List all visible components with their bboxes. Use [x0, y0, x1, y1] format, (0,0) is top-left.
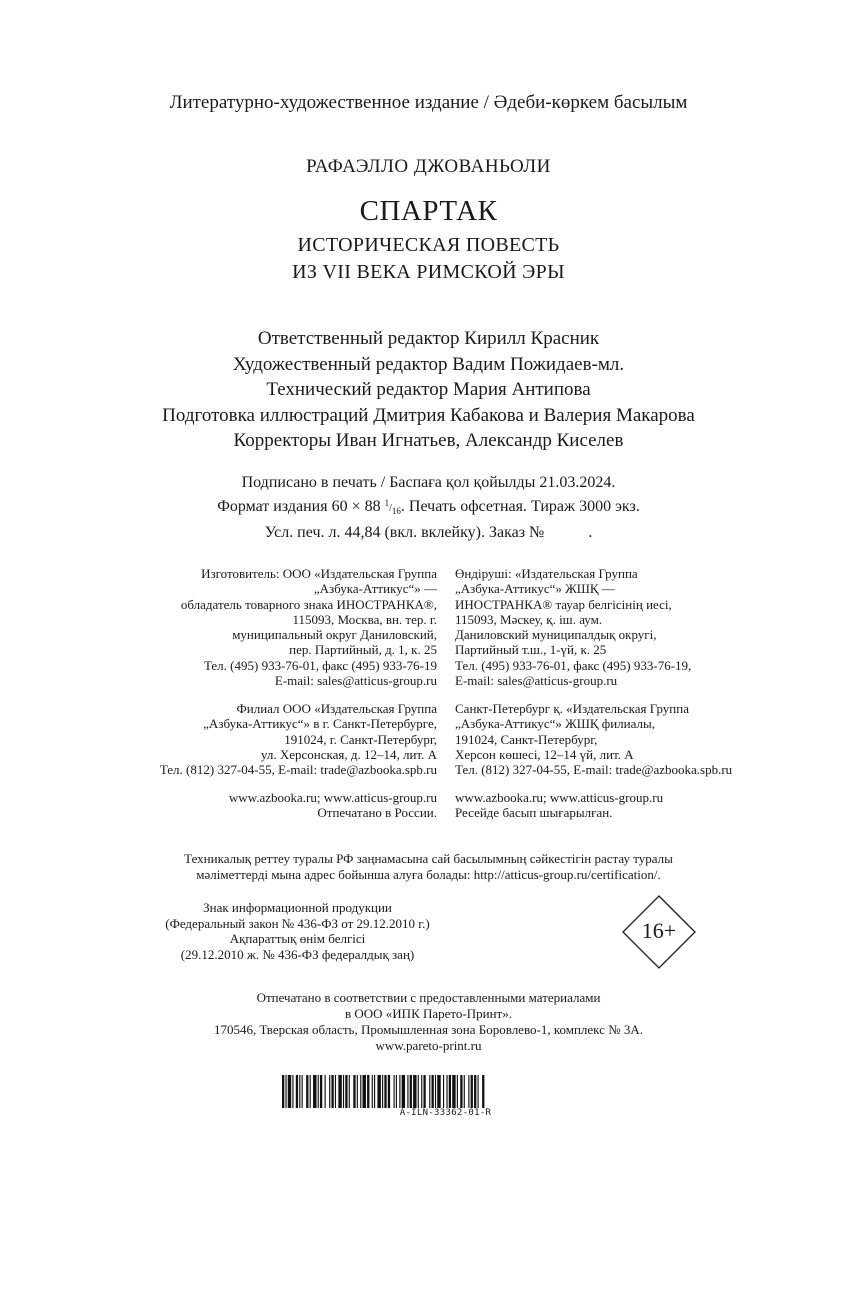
barcode-bar: [329, 1075, 330, 1108]
branch-ru-line: Филиал ООО «Издательская Группа: [236, 701, 437, 716]
printer-line: в ООО «ИПК Парето-Принт».: [344, 1006, 512, 1021]
barcode-bar: [482, 1075, 484, 1108]
info-sign-line: (29.12.2010 ж. № 436-ФЗ федералдық заң): [180, 946, 415, 962]
format-prefix: Формат издания 60 × 88: [217, 498, 381, 515]
manufacturer-kz-line: Партийный т.ш., 1-үй, к. 25: [455, 642, 607, 658]
manufacturer-kz-line: Өндіруші: «Издательская Группа: [455, 566, 638, 581]
edition-type: Литературно-художественное издание / Әдеби-көркем басылым: [169, 92, 688, 113]
barcode-bar: [288, 1075, 291, 1108]
barcode-bar: [335, 1075, 336, 1108]
manufacturer-ru-line: 115093, Москва, вн. тер. г.: [292, 611, 437, 627]
manufacturer-ru-line: пер. Партийный, д. 1, к. 25: [289, 642, 437, 658]
barcode-bar: [320, 1075, 322, 1108]
barcode-bar: [410, 1075, 412, 1108]
manufacturer-kz-line: Даниловский муниципалдық округі,: [455, 627, 657, 643]
regulation-note: [0, 851, 857, 883]
branch-ru-line: Тел. (812) 327-04-55, E-mail: trade@azbooka.spb.ru: [159, 762, 437, 778]
barcode-bar: [313, 1075, 316, 1108]
barcode-bar: [413, 1075, 416, 1108]
branch-ru: [160, 701, 437, 777]
barcode-bar: [432, 1075, 434, 1108]
branch-kz-line: Санкт-Петербург қ. «Издательская Группа: [455, 701, 689, 716]
barcode-bar: [460, 1075, 462, 1108]
manufacturer-kz-line: 115093, Мәскеу, қ. іш. аум.: [455, 611, 603, 627]
subtitle-line: ИСТОРИЧЕСКАЯ ПОВЕСТЬ: [297, 234, 560, 256]
web-ru-line: www.azbooka.ru; www.atticus-group.ru: [228, 790, 437, 805]
manufacturer-ru-line: обладатель товарного знака ИНОСТРАНКА®,: [180, 596, 437, 612]
barcode-bar: [338, 1075, 341, 1108]
barcode-bar: [382, 1075, 383, 1108]
credit-line: Технический редактор Мария Антипова: [266, 379, 591, 400]
format-suffix: . Печать офсетная. Тираж 3000 экз.: [400, 498, 640, 515]
barcode-bar: [394, 1075, 395, 1108]
barcode-bar: [468, 1075, 469, 1108]
barcode-bar: [292, 1075, 293, 1108]
manufacturer-kz: [455, 566, 691, 688]
barcode-bar: [396, 1075, 397, 1108]
barcode-bar: [457, 1075, 458, 1108]
web-kz-line: Ресейде басып шығарылған.: [455, 805, 613, 821]
regulation-line: Техникалық реттеу туралы РФ заңнамасына сай басылымның сәйкестігін растау туралы: [184, 851, 673, 866]
web-ru-line: Отпечатано в России.: [317, 805, 437, 821]
book-author: РАФАЭЛЛО ДЖОВАНЬОЛИ: [306, 156, 551, 177]
web-kz: [455, 790, 663, 821]
barcode-bar: [471, 1075, 473, 1108]
manufacturer-kz-line: E-mail: sales@atticus-group.ru: [455, 673, 618, 689]
barcode-bar: [318, 1075, 319, 1108]
barcode-bar: [443, 1075, 444, 1108]
barcode-bar: [285, 1075, 286, 1108]
barcode-bar: [372, 1075, 373, 1108]
manufacturer-ru-line: „Азбука-Аттикус“» —: [313, 581, 437, 597]
barcode-number: A-ILN-33362-01-R: [399, 1108, 492, 1118]
info-sign: [0, 900, 595, 962]
barcode-bar: [478, 1075, 479, 1108]
age-rating-label: 16+: [641, 918, 677, 943]
printer-line: Отпечатано в соответствии с предоставленными материалами: [256, 990, 601, 1005]
barcode-bar: [421, 1075, 422, 1108]
format-fraction: $^1/_{16}$: [384, 498, 401, 516]
barcode-bar: [306, 1075, 308, 1108]
sheets-line: [0, 522, 857, 543]
barcode-bar: [399, 1075, 400, 1108]
printer-line: 170546, Тверская область, Промышленная зона Боровлево-1, комплекс № 3А.: [214, 1022, 643, 1037]
barcode-bar: [353, 1075, 355, 1108]
barcode-bar: [363, 1075, 366, 1108]
barcode-bar: [360, 1075, 361, 1108]
subtitle-line: ИЗ VII ВЕКА РИМСКОЙ ЭРЫ: [292, 261, 565, 283]
web-kz-line: www.azbooka.ru; www.atticus-group.ru: [455, 790, 664, 805]
barcode-bar: [377, 1075, 380, 1108]
barcode-bar: [357, 1075, 358, 1108]
barcode-bar: [325, 1075, 326, 1108]
barcode-bar: [367, 1075, 369, 1108]
branch-ru-line: ул. Херсонская, д. 12–14, лит. А: [260, 746, 437, 762]
info-sign-line: Знак информационной продукции: [203, 900, 392, 915]
branch-kz-line: „Азбука-Аттикус“» ЖШҚ филиалы,: [455, 716, 655, 732]
barcode-icon: [282, 1075, 609, 1108]
barcode-bar: [449, 1075, 451, 1108]
branch-kz: [455, 701, 732, 777]
credit-line: Ответственный редактор Кирилл Красник: [257, 328, 600, 349]
format-line: [0, 493, 857, 522]
print-info: [0, 472, 857, 543]
manufacturer-kz-line: ИНОСТРАНКА® тауар белгісінің иесі,: [455, 596, 672, 612]
barcode-bar: [418, 1075, 419, 1108]
info-sign-line: Ақпараттық өнім белгісі: [229, 931, 366, 946]
barcode-bar: [296, 1075, 298, 1108]
barcode-bar: [474, 1075, 476, 1108]
barcode-bar: [343, 1075, 344, 1108]
barcode-bar: [429, 1075, 430, 1108]
barcode-bar: [464, 1075, 465, 1108]
barcode-bar: [452, 1075, 455, 1108]
branch-ru-line: „Азбука-Аттикус“» в г. Санкт-Петербурге,: [203, 716, 437, 732]
barcode-bar: [435, 1075, 436, 1108]
signed-date: Подписано в печать / Баспаға қол қойылды 21.03.2024.: [241, 474, 616, 491]
barcode-bar: [437, 1075, 440, 1108]
barcode-bar: [388, 1075, 390, 1108]
manufacturer-ru: [181, 566, 437, 688]
book-title: СПАРТАК: [359, 195, 498, 227]
barcode-bar: [446, 1075, 447, 1108]
web-ru: [229, 790, 437, 821]
age-rating-badge: [622, 895, 696, 969]
format-den: 16: [391, 506, 401, 516]
credit-line: Художественный редактор Вадим Пожидаев-мл.: [232, 353, 625, 375]
credits: [0, 326, 857, 454]
barcode-bar: [384, 1075, 386, 1108]
barcode-bar: [282, 1075, 284, 1108]
printer-info: [0, 990, 857, 1054]
sheets-end: .: [588, 524, 593, 541]
barcode-bar: [331, 1075, 333, 1108]
manufacturer-ru-line: Изготовитель: ООО «Издательская Группа: [201, 566, 437, 581]
branch-kz-line: Херсон көшесі, 12–14 үй, лит. А: [455, 746, 634, 762]
barcode-bar: [423, 1075, 425, 1108]
barcode-bar: [374, 1075, 375, 1108]
printer-line: www.pareto-print.ru: [375, 1038, 482, 1053]
manufacturer-kz-line: „Азбука-Аттикус“» ЖШҚ —: [455, 581, 615, 597]
book-subtitle: [0, 232, 857, 286]
barcode-bar: [407, 1075, 408, 1108]
regulation-line: мәліметтерді мына адрес бойынша алуға болады: http://atticus-group.ru/certification/.: [196, 867, 661, 882]
branch-kz-line: 191024, Санкт-Петербург,: [455, 731, 598, 747]
manufacturer-ru-line: Тел. (495) 933-76-01, факс (495) 933-76-19: [203, 657, 437, 673]
manufacturer-ru-line: муниципальный округ Даниловский,: [232, 627, 437, 643]
barcode-bar: [299, 1075, 300, 1108]
branch-kz-line: Тел. (812) 327-04-55, E-mail: trade@azbooka.spb.ru: [455, 762, 733, 778]
credit-line: Корректоры Иван Игнатьев, Александр Киселев: [233, 430, 624, 451]
format-num: 1: [384, 498, 390, 508]
sheets-text: Усл. печ. л. 44,84 (вкл. вклейку). Заказ №: [264, 524, 545, 541]
credit-line: Подготовка иллюстраций Дмитрия Кабакова и Валерия Макарова: [162, 404, 695, 426]
barcode-bar: [349, 1075, 350, 1108]
barcode-bar: [345, 1075, 347, 1108]
info-sign-line: (Федеральный закон № 436-ФЗ от 29.12.2010 г.): [165, 915, 430, 931]
barcode-bar: [402, 1075, 405, 1108]
branch-ru-line: 191024, г. Санкт-Петербург,: [284, 731, 437, 747]
barcode-bar: [310, 1075, 311, 1108]
manufacturer-kz-line: Тел. (495) 933-76-01, факс (495) 933-76-19,: [455, 657, 692, 673]
manufacturer-ru-line: E-mail: sales@atticus-group.ru: [274, 673, 437, 689]
barcode-bar: [302, 1075, 303, 1108]
